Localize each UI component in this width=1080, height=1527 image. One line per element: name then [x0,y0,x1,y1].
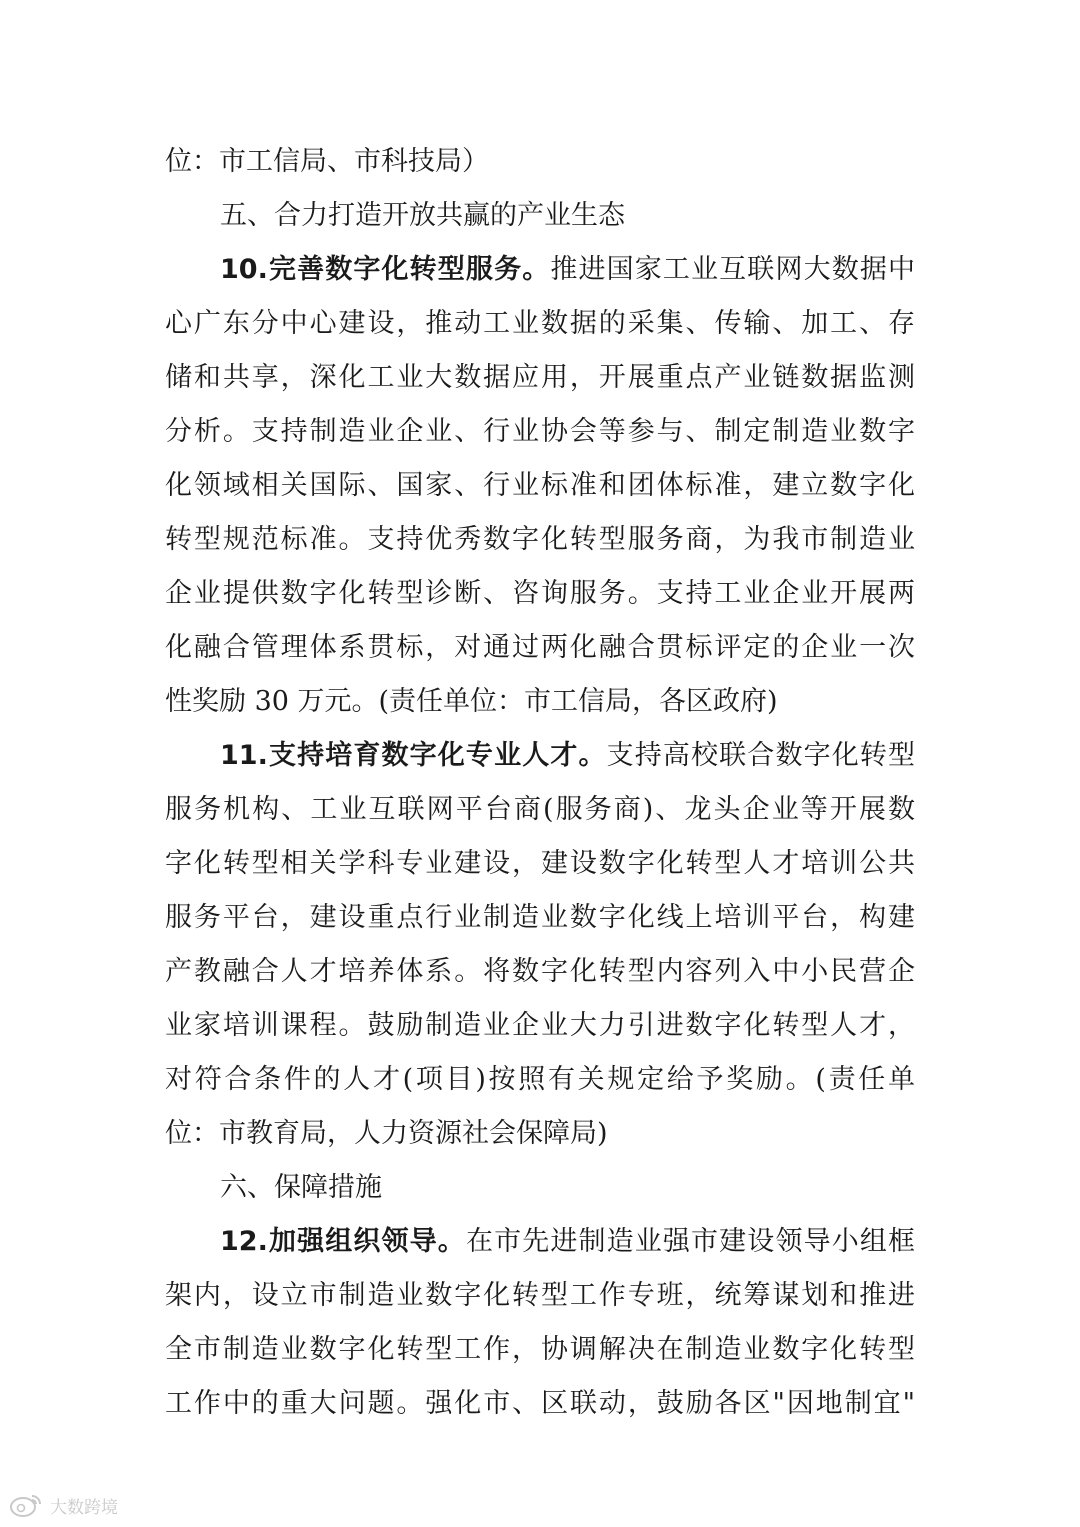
paragraph-text: 化融合管理体系贯标，对通过两化融合贯标评定的企业一次 [165,632,915,663]
section-heading-5 [0,189,1080,243]
text-line [0,567,1080,621]
text-line [0,945,1080,999]
watermark-text: 大数跨境 [50,1497,118,1518]
paragraph-text: 心广东分中心建设，推动工业数据的采集、传输、加工、存 [165,308,915,339]
item-10-title: 10.完善数字化转型服务。 [220,254,551,285]
text-line [0,999,1080,1053]
text-line [0,783,1080,837]
paragraph-text: 转型规范标准。支持优秀数字化转型服务商，为我市制造业 [165,524,915,555]
paragraph-text: 产教融合人才培养体系。将数字化转型内容列入中小民营企 [165,956,915,987]
text-line [0,1107,1080,1161]
paragraph-text: 对符合条件的人才(项目)按照有关规定给予奖励。(责任单 [165,1064,915,1095]
item-12-title: 12.加强组织领导。 [220,1226,466,1257]
paragraph-text: 12.加强组织领导。在市先进制造业强市建设领导小组框 [220,1226,915,1257]
paragraph-text: 业家培训课程。鼓励制造业企业大力引进数字化转型人才， [165,1010,915,1041]
text-line [0,297,1080,351]
text-line [0,621,1080,675]
section-heading-text: 五、合力打造开放共赢的产业生态 [220,200,625,231]
paragraph-text: 11.支持培育数字化专业人才。支持高校联合数字化转型 [220,740,915,771]
text-line [0,135,1080,189]
text-line [0,459,1080,513]
paragraph-text: 企业提供数字化转型诊断、咨询服务。支持工业企业开展两 [165,578,915,609]
paragraph-text: 服务机构、工业互联网平台商(服务商)、龙头企业等开展数 [165,794,915,825]
paragraph-text: 化领域相关国际、国家、行业标准和团体标准，建立数字化 [165,470,915,501]
section-heading-text: 六、保障措施 [220,1172,382,1203]
text-line [0,351,1080,405]
paragraph-text: 工作中的重大问题。强化市、区联动，鼓励各区"因地制宜" [165,1388,915,1419]
paragraph-text: 储和共享，深化工业大数据应用，开展重点产业链数据监测 [165,362,915,393]
watermark [8,1489,118,1521]
text-line [0,513,1080,567]
paragraph-text: 分析。支持制造业企业、行业协会等参与、制定制造业数字 [165,416,915,447]
paragraph-text: 位：市教育局，人力资源社会保障局) [165,1118,608,1149]
weibo-logo-icon [8,1492,46,1518]
paragraph-text: 字化转型相关学科专业建设，建设数字化转型人才培训公共 [165,848,915,879]
text-line [0,1053,1080,1107]
paragraph-text: 位：市工信局、市科技局） [165,146,489,177]
text-line [0,1269,1080,1323]
text-line [0,1377,1080,1431]
item-10-first-line [0,243,1080,297]
paragraph-text: 性奖励 30 万元。(责任单位：市工信局，各区政府) [165,686,778,717]
item-11-first-line [0,729,1080,783]
text-line [0,405,1080,459]
text-line [0,837,1080,891]
paragraph-text: 服务平台，建设重点行业制造业数字化线上培训平台，构建 [165,902,915,933]
item-11-title: 11.支持培育数字化专业人才。 [220,740,607,771]
text-line [0,1323,1080,1377]
section-heading-6 [0,1161,1080,1215]
paragraph-text: 全市制造业数字化转型工作，协调解决在制造业数字化转型 [165,1334,915,1365]
paragraph-text: 架内，设立市制造业数字化转型工作专班，统筹谋划和推进 [165,1280,915,1311]
item-12-first-line [0,1215,1080,1269]
text-line [0,891,1080,945]
paragraph-text: 10.完善数字化转型服务。推进国家工业互联网大数据中 [220,254,915,285]
text-line [0,675,1080,729]
